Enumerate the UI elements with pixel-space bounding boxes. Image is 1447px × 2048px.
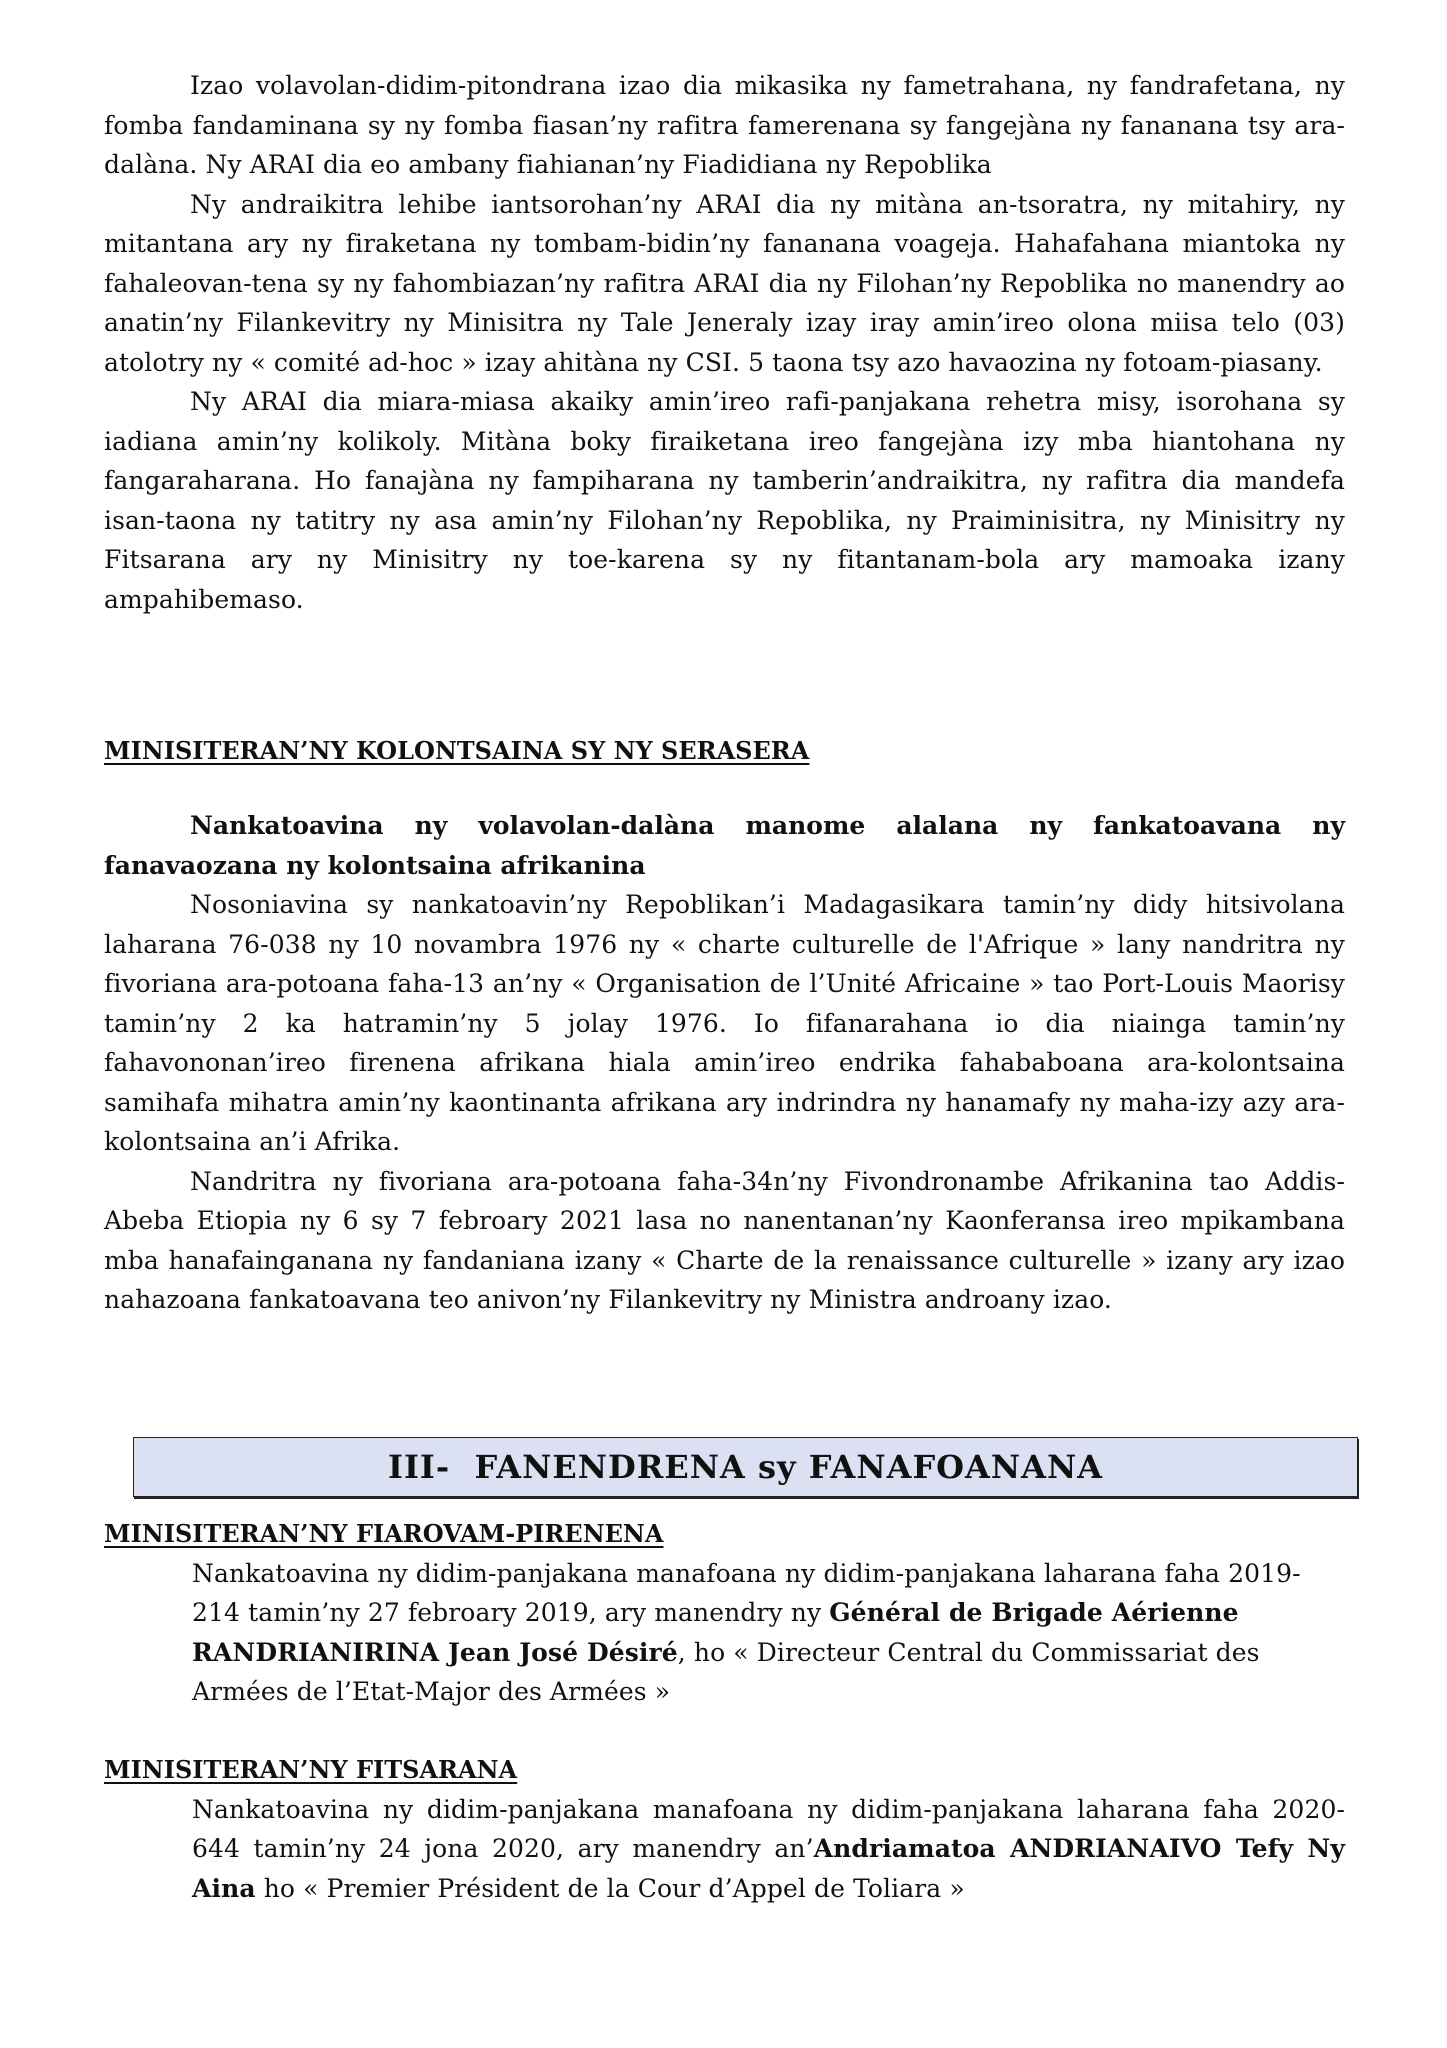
culture-ministry-heading: MINISITERAN’NY KOLONTSAINA SY NY SERASERA [104, 736, 810, 765]
defense-appointee-name: Général de Brigade Aérienne RANDRIANIRINA Jean José Désiré [192, 1598, 1239, 1667]
defense-section [104, 1514, 1345, 1712]
culture-section-body [104, 806, 1345, 1320]
defense-text-before: Nankatoavina ny didim-panjakana manafoana ny didim-panjakana laharana faha 2019-214 tamin’ny 27 febroary 2019, ary manendry ny [192, 1558, 1301, 1627]
defense-appointment [104, 1554, 1345, 1712]
culture-bold-title: Nankatoavina ny volavolan-dalàna manome alalana ny fankatoavana ny fanavaozana ny kolontsaina afrikanina [104, 811, 1345, 880]
culture-section [104, 731, 1345, 771]
defense-ministry-heading: MINISITERAN’NY FIAROVAM-PIRENENA [104, 1519, 664, 1548]
justice-section [104, 1750, 1345, 1908]
justice-appointment-text [192, 1790, 1345, 1909]
arai-paragraph-2: Ny andraikitra lehibe iantsorohan’ny ARAI dia ny mitàna an-tsoratra, ny mitahiry, ny mitantana ary ny firaketana ny tombam-bidin’ny fananana voageja. Hahafahana miantoka ny fahaleovan-tena sy ny fahombiazan’ny rafitra ARAI dia ny Filohan’ny Repoblika no manendry ao anatin’ny Filankevitry ny Minisitra ny Tale Jeneraly izay iray amin’ireo olona miisa telo (03) atolotry ny « comité ad-hoc » izay ahitàna ny CSI. 5 taona tsy azo havaozina ny fotoam-piasany. [104, 189, 1345, 377]
section-three-title: III- FANENDRENA sy FANAFOANANA [387, 1448, 1104, 1486]
section-three-header-box [133, 1437, 1358, 1497]
justice-text-after: ho « Premier Président de la Cour d’Appel de Toliara » [255, 1873, 965, 1903]
justice-text-before: Nankatoavina ny didim-panjakana manafoana ny didim-panjakana laharana faha 2020-644 tamin’ny 24 jona 2020, ary manendry an’ [192, 1794, 1345, 1863]
justice-appointment [104, 1790, 1345, 1909]
defense-text-after: , ho « Directeur Central du Commissariat des Armées de l’Etat-Major des Armées » [192, 1637, 1260, 1706]
justice-ministry-heading: MINISITERAN’NY FITSARANA [104, 1755, 518, 1784]
arai-paragraph-1: Izao volavolan-didim-pitondrana izao dia mikasika ny fametrahana, ny fandrafetana, ny fomba fandaminana sy ny fomba fiasan’ny rafitra famerenana sy fangejàna ny fananana tsy ara-dalàna. Ny ARAI dia eo ambany fiahianan’ny Fiadidiana ny Repoblika [104, 71, 1345, 179]
culture-paragraph-2: Nandritra ny fivoriana ara-potoana faha-34n’ny Fivondronambe Afrikanina tao Addis-Abeba Etiopia ny 6 sy 7 febroary 2021 lasa no nanentanan’ny Kaonferansa ireo mpikambana mba hanafainganana ny fandaniana izany « Charte de la renaissance culturelle » izany ary izao nahazoana fankatoavana teo anivon’ny Filankevitry ny Ministra androany izao. [104, 1166, 1345, 1314]
culture-paragraph-1: Nosoniavina sy nankatoavin’ny Repoblikan’i Madagasikara tamin’ny didy hitsivolana laharana 76-038 ny 10 novambra 1976 ny « charte culturelle de l'Afrique » lany nandritra ny fivoriana ara-potoana faha-13 an’ny « Organisation de l’Unité Africaine » tao Port-Louis Maorisy tamin’ny 2 ka hatramin’ny 5 jolay 1976. Io fifanarahana io dia niainga tamin’ny fahavononan’ireo firenena afrikana hiala amin’ireo endrika fahababoana ara-kolontsaina samihafa mihatra amin’ny kaontinanta afrikana ary indrindra ny hanamafy ny maha-izy azy ara-kolontsaina an’i Afrika. [104, 890, 1345, 1156]
defense-appointment-text [192, 1554, 1345, 1712]
justice-appointee-name: Andriamatoa ANDRIANAIVO Tefy Ny Aina [192, 1834, 1345, 1903]
arai-section [104, 66, 1345, 619]
arai-paragraph-3: Ny ARAI dia miara-miasa akaiky amin’ireo rafi-panjakana rehetra misy, isorohana sy iadiana amin’ny kolikoly. Mitàna boky firaiketana ireo fangejàna izy mba hiantohana ny fangaraharana. Ho fanajàna ny fampiharana ny tamberin’andraikitra, ny rafitra dia mandefa isan-taona ny tatitry ny asa amin’ny Filohan’ny Repoblika, ny Praiminisitra, ny Minisitry ny Fitsarana ary ny Minisitry ny toe-karena sy ny fitantanam-bola ary mamoaka izany ampahibemaso. [104, 387, 1345, 614]
